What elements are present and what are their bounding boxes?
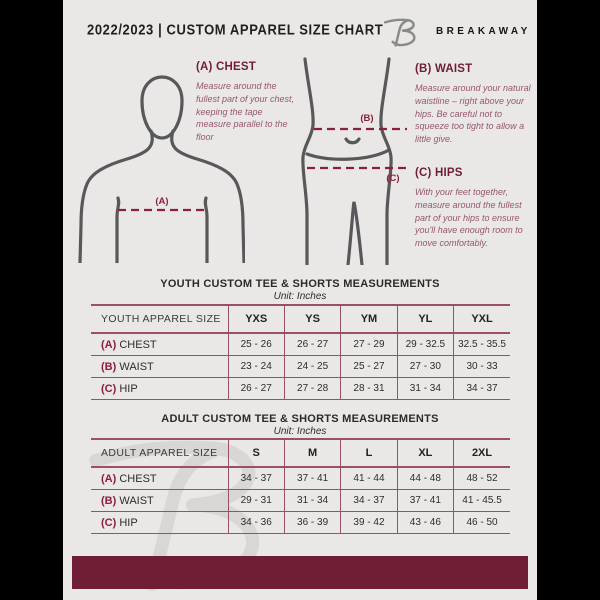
row-label: CHEST [119, 338, 157, 351]
table-cell: 41 - 44 [341, 467, 397, 490]
waist-instruction-heading: (B) WAIST [415, 63, 473, 75]
youth-size-ys: YS [284, 305, 340, 333]
youth-size-table [91, 304, 510, 400]
youth-waist-row [91, 356, 510, 378]
youth-size-col-header: YOUTH APPAREL SIZE [91, 305, 228, 333]
table-cell: 36 - 39 [284, 512, 340, 534]
adult-size-col-header: ADULT APPAREL SIZE [91, 439, 228, 467]
chest-instruction-heading: (A) CHEST [196, 61, 256, 73]
hips-instruction-heading: (C) HIPS [415, 167, 463, 179]
table-cell: 26 - 27 [284, 333, 340, 356]
table-cell: 34 - 37 [228, 467, 284, 490]
breakaway-logo-icon [383, 14, 419, 48]
hips-instruction-text: With your feet together, measure around the fullest part of your hips to ensure you'll have enough room to move comfortably. [415, 187, 523, 249]
row-prefix: (A) [101, 338, 117, 351]
adult-hip-label [91, 512, 228, 534]
youth-size-yxl: YXL [454, 305, 510, 333]
youth-chest-label [91, 333, 228, 356]
table-cell: 26 - 27 [228, 378, 284, 400]
row-label: HIP [119, 382, 138, 395]
table-cell: 25 - 26 [228, 333, 284, 356]
youth-hip-label [91, 378, 228, 400]
table-cell: 31 - 34 [284, 490, 340, 512]
table-cell: 32.5 - 35.5 [454, 333, 510, 356]
table-cell: 43 - 46 [397, 512, 453, 534]
brand-name: BREAKAWAY [436, 26, 531, 37]
adult-header-row [91, 439, 510, 467]
table-cell: 24 - 25 [284, 356, 340, 378]
youth-waist-label [91, 356, 228, 378]
table-cell: 28 - 31 [341, 378, 397, 400]
table-cell: 25 - 27 [341, 356, 397, 378]
youth-hip-row [91, 378, 510, 400]
adult-hip-row [91, 512, 510, 534]
adult-size-xl: XL [397, 439, 453, 467]
page-title: 2022/2023 | CUSTOM APPAREL SIZE CHART [87, 21, 384, 38]
youth-table-unit: Unit: Inches [273, 291, 327, 302]
table-cell: 31 - 34 [397, 378, 453, 400]
adult-chest-label [91, 467, 228, 490]
adult-table-unit: Unit: Inches [273, 426, 327, 437]
chest-instruction-text: Measure around the fullest part of your chest, keeping the tape measure parallel to the floor [196, 81, 295, 143]
row-prefix: (B) [101, 494, 117, 507]
table-cell: 29 - 32.5 [397, 333, 453, 356]
row-prefix: (B) [101, 360, 117, 373]
adult-size-s: S [228, 439, 284, 467]
row-label: CHEST [119, 472, 157, 485]
adult-chest-row [91, 467, 510, 490]
hip-marker-label: (C) [386, 173, 400, 184]
table-cell: 37 - 41 [397, 490, 453, 512]
waist-marker-label: (B) [360, 113, 374, 124]
size-chart-page [63, 0, 537, 600]
row-label: HIP [119, 516, 138, 529]
adult-table-title: ADULT CUSTOM TEE & SHORTS MEASUREMENTS [161, 413, 439, 425]
adult-size-m: M [284, 439, 340, 467]
table-cell: 37 - 41 [284, 467, 340, 490]
youth-header-row [91, 305, 510, 333]
youth-chest-row [91, 333, 510, 356]
table-cell: 23 - 24 [228, 356, 284, 378]
lower-body-diagram [281, 55, 413, 265]
youth-size-yl: YL [397, 305, 453, 333]
brand-block [383, 12, 533, 50]
table-cell: 27 - 30 [397, 356, 453, 378]
chest-instruction [196, 61, 300, 144]
table-cell: 41 - 45.5 [454, 490, 510, 512]
table-cell: 27 - 29 [341, 333, 397, 356]
footer-accent-bar [72, 556, 528, 589]
row-prefix: (C) [101, 516, 117, 529]
table-cell: 48 - 52 [454, 467, 510, 490]
waist-instruction [415, 63, 531, 146]
table-cell: 46 - 50 [454, 512, 510, 534]
table-cell: 34 - 36 [228, 512, 284, 534]
table-cell: 30 - 33 [454, 356, 510, 378]
adult-waist-row [91, 490, 510, 512]
adult-size-2xl: 2XL [454, 439, 510, 467]
hips-instruction [415, 167, 531, 250]
table-cell: 34 - 37 [454, 378, 510, 400]
adult-size-l: L [341, 439, 397, 467]
row-label: WAIST [119, 494, 154, 507]
row-prefix: (A) [101, 472, 117, 485]
table-cell: 39 - 42 [341, 512, 397, 534]
row-prefix: (C) [101, 382, 117, 395]
youth-size-yxs: YXS [228, 305, 284, 333]
youth-size-ym: YM [341, 305, 397, 333]
table-cell: 34 - 37 [341, 490, 397, 512]
table-cell: 27 - 28 [284, 378, 340, 400]
table-cell: 44 - 48 [397, 467, 453, 490]
waist-instruction-text: Measure around your natural waistline – right above your hips. Be careful not to squeeze too tight to allow a little give. [415, 83, 531, 145]
row-label: WAIST [119, 360, 154, 373]
adult-size-table [91, 438, 510, 534]
table-cell: 29 - 31 [228, 490, 284, 512]
adult-waist-label [91, 490, 228, 512]
chest-marker-label: (A) [155, 196, 169, 207]
youth-table-title: YOUTH CUSTOM TEE & SHORTS MEASUREMENTS [160, 278, 440, 290]
